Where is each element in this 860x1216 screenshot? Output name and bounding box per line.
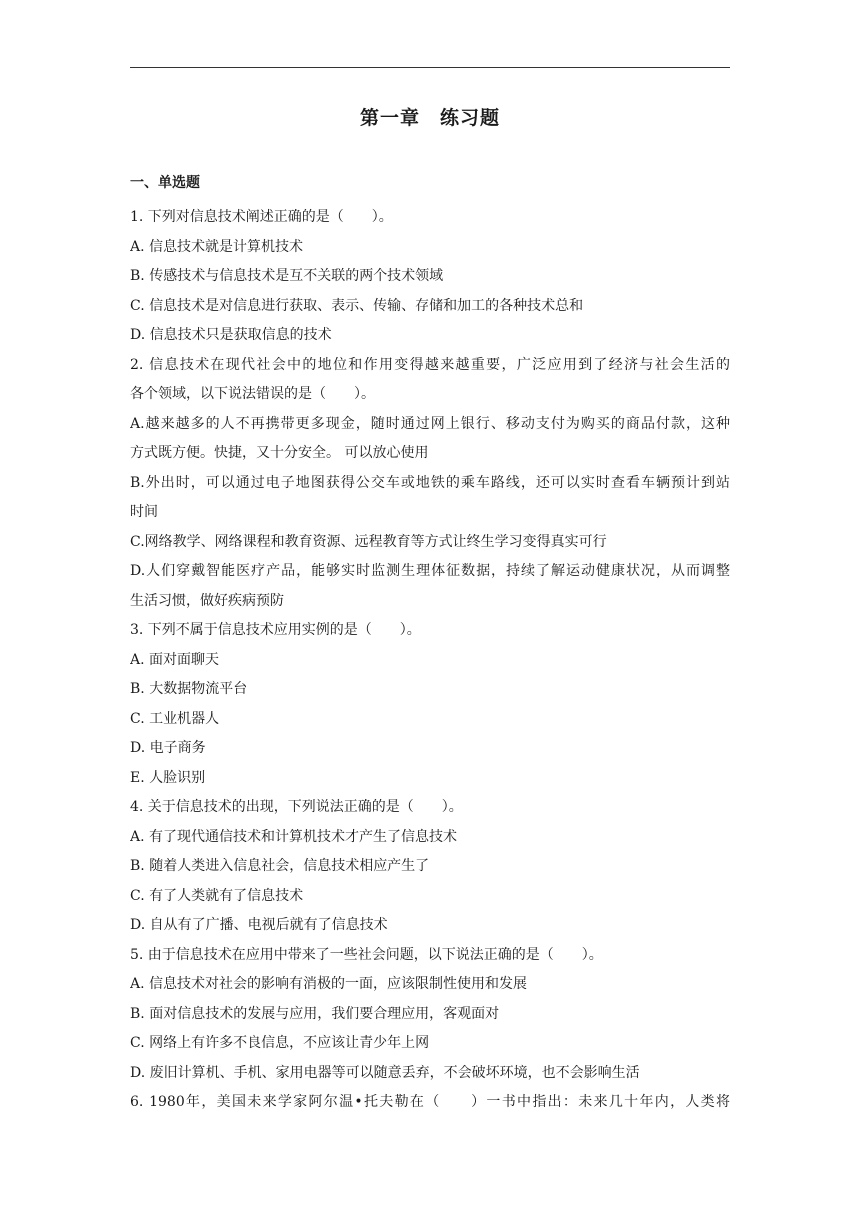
- text-line: A. 有了现代通信技术和计算机技术才产生了信息技术: [130, 828, 458, 845]
- text-line: 生活习惯，做好疾病预防: [130, 592, 284, 609]
- text-line: D.人们穿戴智能医疗产品，能够实时监测生理体征数据，持续了解运动健康状况，从而调整: [130, 563, 730, 579]
- header-rule: [130, 67, 730, 68]
- text-line: 5. 由于信息技术在应用中带来了一些社会问题，以下说法正确的是（ ）。: [130, 946, 603, 963]
- text-line: 时间: [130, 504, 158, 520]
- text-line: 方式既方便。快捷，又十分安全。 可以放心使用: [130, 445, 429, 461]
- question-list: [130, 203, 730, 1118]
- text-line: B. 大数据物流平台: [130, 681, 248, 697]
- text-line: 2. 信息技术在现代社会中的地位和作用变得越来越重要，广泛应用到了经济与社会生活的: [130, 356, 730, 373]
- text-line: B. 面对信息技术的发展与应用，我们要合理应用，客观面对: [130, 1005, 500, 1022]
- text-line: D. 信息技术只是获取信息的技术: [130, 327, 332, 343]
- text-line: E. 人脸识别: [130, 769, 206, 786]
- text-line: 3. 下列不属于信息技术应用实例的是（ ）。: [130, 622, 421, 638]
- text-line: A. 面对面聊天: [130, 651, 220, 668]
- text-line: C. 信息技术是对信息进行获取、表示、传输、存储和加工的各种技术总和: [130, 297, 584, 314]
- text-line: D. 废旧计算机、手机、家用电器等可以随意丢弃，不会破坏环境，也不会影响生活: [130, 1064, 640, 1081]
- text-line: C. 网络上有许多不良信息，不应该让青少年上网: [130, 1035, 430, 1051]
- text-line: B. 随着人类进入信息社会，信息技术相应产生了: [130, 858, 430, 874]
- text-line: D. 自从有了广播、电视后就有了信息技术: [130, 917, 388, 933]
- text-line: A. 信息技术对社会的影响有消极的一面，应该限制性使用和发展: [130, 976, 528, 992]
- text-line: C. 有了人类就有了信息技术: [130, 887, 304, 904]
- page-title: 第一章 练习题: [359, 107, 500, 129]
- text-line: A. 信息技术就是计算机技术: [130, 238, 304, 255]
- text-line: B.外出时，可以通过电子地图获得公交车或地铁的乘车路线，还可以实时查看车辆预计到站: [130, 474, 730, 491]
- section-heading: 一、单选题: [130, 175, 200, 191]
- text-line: 1. 下列对信息技术阐述正确的是（ ）。: [130, 209, 393, 225]
- text-line: B. 传感技术与信息技术是互不关联的两个技术领域: [130, 268, 444, 284]
- text-line: 各个领域，以下说法错误的是（ ）。: [130, 386, 375, 402]
- text-line: C.网络教学、网络课程和教育资源、远程教育等方式让终生学习变得真实可行: [130, 533, 607, 550]
- text-line: D. 电子商务: [130, 740, 206, 756]
- text-line: 4. 关于信息技术的出现，下列说法正确的是（ ）。: [130, 799, 463, 815]
- text-line: C. 工业机器人: [130, 710, 220, 727]
- text-line: 6. 1980年，美国未来学家阿尔温•托夫勒在（ ）一书中指出：未来几十年内，人类将: [130, 1094, 730, 1110]
- text-line: A.越来越多的人不再携带更多现金，随时通过网上银行、移动支付为购买的商品付款，这种: [130, 415, 730, 432]
